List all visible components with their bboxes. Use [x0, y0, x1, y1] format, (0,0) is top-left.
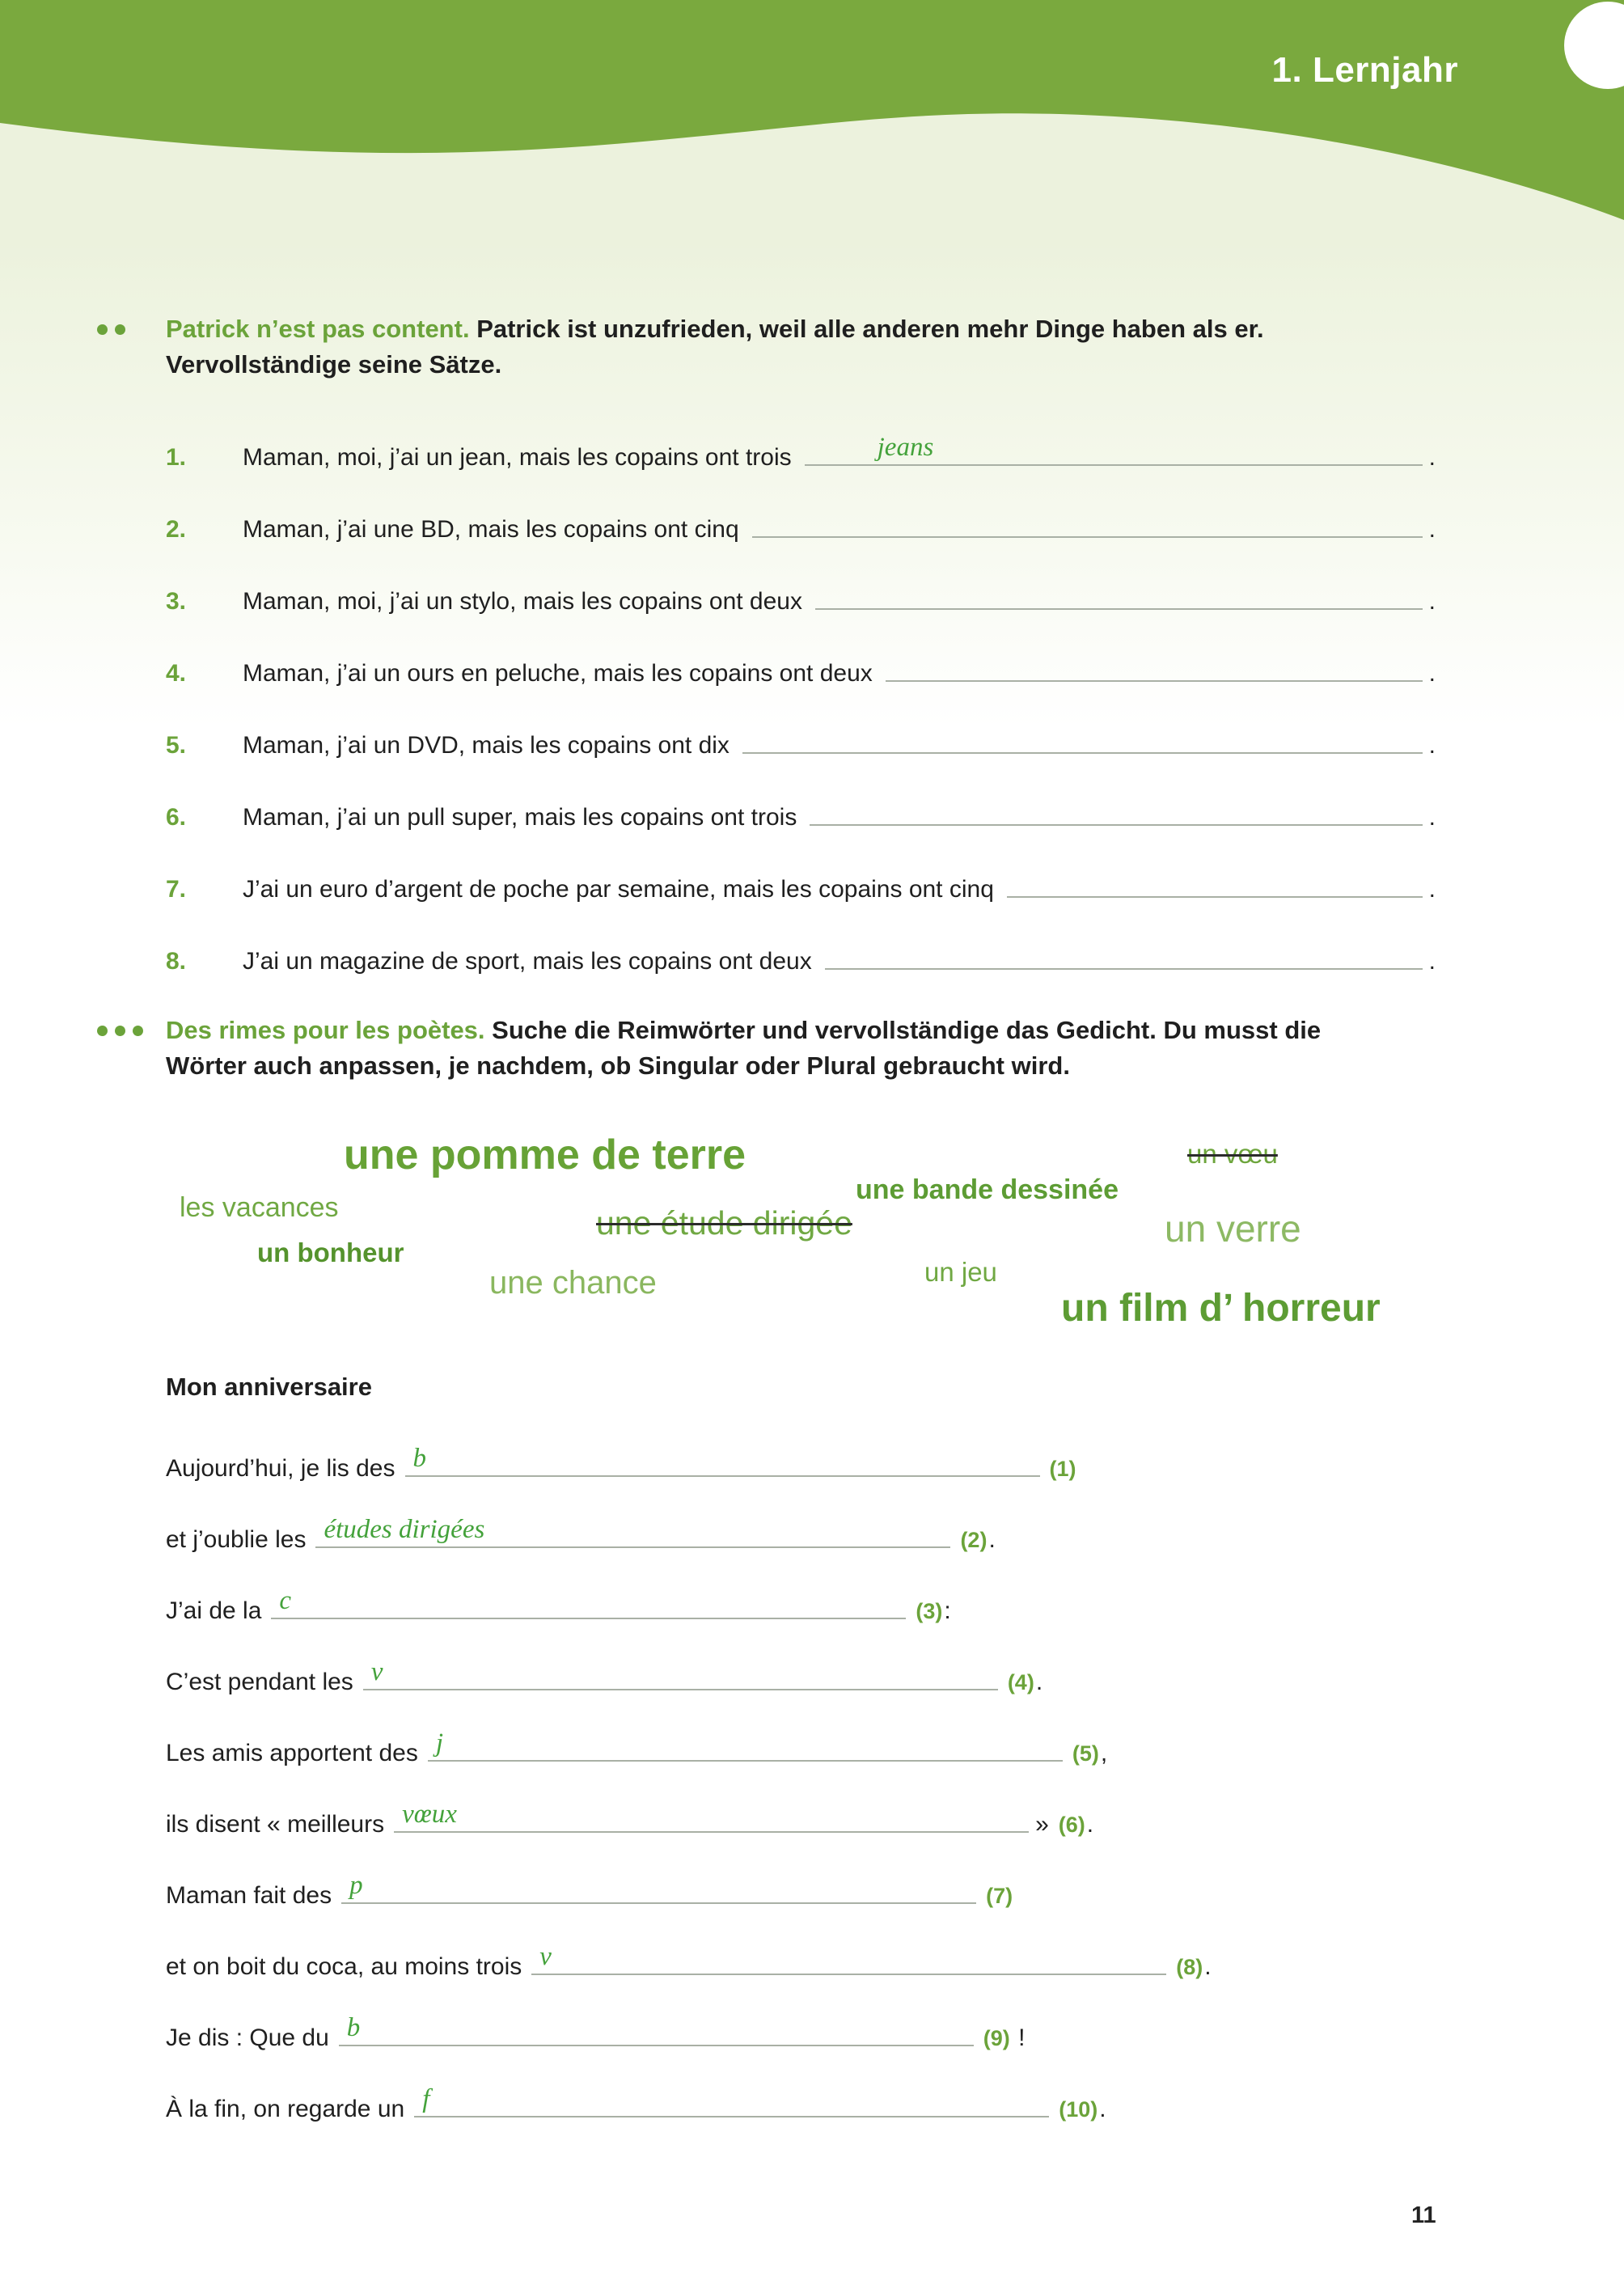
item-number: 8. — [166, 948, 187, 975]
item-number: 3. — [166, 588, 187, 615]
exercise2-title-fr: Des rimes pour les poètes. — [166, 1016, 485, 1044]
poem-line — [166, 1507, 1436, 1554]
handwritten-answer: b — [346, 2013, 361, 2042]
answer-line[interactable] — [414, 2080, 1049, 2117]
answer-line[interactable] — [815, 574, 1423, 610]
bullet-dot-icon — [97, 1026, 108, 1036]
answer-line[interactable] — [752, 502, 1423, 538]
blank-number: (5) — [1072, 1741, 1099, 1766]
exercise1-heading-text — [166, 311, 1330, 383]
item-number: 6. — [166, 804, 187, 831]
sentence-item — [166, 639, 1436, 687]
pool-word: un verre — [1165, 1208, 1301, 1250]
sentence-period: . — [1428, 516, 1436, 543]
pool-word: un bonheur — [257, 1237, 404, 1267]
pool-word: un film d’ horreur — [1061, 1287, 1381, 1330]
answer-line[interactable] — [315, 1511, 950, 1548]
line-text: Maman fait des — [166, 1882, 332, 1909]
blank-number: (9) — [983, 2026, 1010, 2050]
item-number: 7. — [166, 876, 187, 903]
sentence-item — [166, 567, 1436, 616]
answer-line[interactable] — [886, 646, 1423, 682]
line-text: et on boit du coca, au moins trois — [166, 1953, 522, 1980]
sentence-item — [166, 855, 1436, 903]
line-text: C’est pendant les — [166, 1669, 353, 1695]
sentence-period: . — [1428, 948, 1436, 975]
handwritten-answer: f — [422, 2084, 430, 2113]
exercise-1 — [0, 311, 1624, 975]
bullet-dot-icon — [115, 324, 125, 335]
line-punctuation: . — [1086, 1811, 1094, 1838]
exercise-2 — [0, 1013, 1624, 2123]
poem-line — [166, 1863, 1436, 1910]
handwritten-answer: v — [539, 1942, 552, 1971]
line-punctuation: . — [1099, 2096, 1106, 2122]
item-text: Maman, j’ai une BD, mais les copains ont cinq — [243, 516, 739, 543]
answer-line[interactable] — [810, 790, 1422, 826]
answer-line[interactable] — [1007, 862, 1423, 898]
exercise2-heading — [97, 1013, 1436, 1084]
handwritten-answer: b — [412, 1444, 426, 1473]
line-punctuation: . — [988, 1526, 996, 1553]
sentence-period: . — [1428, 876, 1436, 903]
handwritten-answer: v — [370, 1657, 383, 1686]
item-number: 1. — [166, 444, 187, 471]
closing-quote: » — [1035, 1811, 1049, 1838]
poem-line — [166, 1649, 1436, 1696]
exercise1-title-fr: Patrick n’est pas content. — [166, 315, 470, 343]
answer-line[interactable] — [742, 718, 1423, 754]
poem-line — [166, 2076, 1436, 2123]
line-punctuation: , — [1100, 1740, 1108, 1766]
exercise1-heading — [97, 311, 1436, 383]
item-text: Maman, j’ai un ours en peluche, mais les copains ont deux — [243, 660, 873, 687]
answer-line[interactable] — [405, 1440, 1040, 1477]
word-cloud — [0, 1116, 1624, 1347]
answer-line[interactable] — [363, 1653, 998, 1690]
item-text: J’ai un euro d’argent de poche par semaine, mais les copains ont cinq — [243, 876, 994, 903]
sentence-item — [166, 423, 1436, 472]
handwritten-answer: c — [279, 1586, 292, 1615]
pool-word: une pomme de terre — [344, 1132, 746, 1178]
line-punctuation: : — [944, 1597, 951, 1624]
sentence-period: . — [1428, 444, 1436, 471]
bullet-dot-icon — [115, 1026, 125, 1036]
line-text: Les amis apportent des — [166, 1740, 418, 1766]
sentence-item — [166, 783, 1436, 831]
pool-word: les vacances — [180, 1192, 339, 1223]
poem-line — [166, 1792, 1436, 1838]
answer-line[interactable] — [805, 430, 1423, 466]
sentence-period: . — [1428, 588, 1436, 615]
difficulty-dots — [97, 1013, 166, 1084]
exercise1-items — [166, 423, 1436, 975]
blank-number: (10) — [1059, 2097, 1098, 2122]
pool-word: une chance — [489, 1265, 657, 1301]
sentence-period: . — [1428, 732, 1436, 759]
line-punctuation: ! — [1011, 2024, 1026, 2051]
poem-lines — [166, 1436, 1436, 2123]
blank-number: (7) — [986, 1884, 1013, 1908]
answer-line[interactable] — [339, 2009, 974, 2046]
bullet-dot-icon — [133, 1026, 143, 1036]
poem-title: Mon anniversaire — [166, 1373, 372, 1401]
sentence-item — [166, 927, 1436, 975]
blank-number: (2) — [960, 1528, 988, 1552]
poem-line — [166, 1934, 1436, 1981]
handwritten-answer: jeans — [877, 433, 934, 462]
handwritten-answer: p — [349, 1871, 363, 1900]
item-text: Maman, moi, j’ai un stylo, mais les copains ont deux — [243, 588, 802, 615]
item-text: J’ai un magazine de sport, mais les copains ont deux — [243, 948, 812, 975]
line-punctuation: . — [1204, 1953, 1212, 1980]
poem-line — [166, 2005, 1436, 2052]
item-number: 5. — [166, 732, 187, 759]
item-number: 4. — [166, 660, 187, 687]
poem-line — [166, 1436, 1436, 1483]
answer-line[interactable] — [341, 1867, 976, 1904]
line-text: Aujourd’hui, je lis des — [166, 1455, 395, 1482]
handwritten-answer: vœux — [402, 1800, 457, 1829]
poem-line — [166, 1720, 1436, 1767]
exercise2-heading-text — [166, 1013, 1330, 1084]
difficulty-dots — [97, 311, 166, 383]
answer-line[interactable] — [428, 1724, 1063, 1762]
pool-word: une étude dirigée — [596, 1204, 852, 1242]
chapter-header: 1. Lernjahr — [1271, 50, 1458, 90]
item-text: Maman, j’ai un DVD, mais les copains ont dix — [243, 732, 730, 759]
blank-number: (8) — [1176, 1955, 1203, 1979]
item-text: Maman, moi, j’ai un jean, mais les copains ont trois — [243, 444, 792, 471]
line-punctuation: . — [1035, 1669, 1043, 1695]
blank-number: (6) — [1058, 1813, 1085, 1837]
sentence-item — [166, 495, 1436, 544]
line-text: Je dis : Que du — [166, 2024, 329, 2051]
exercise2-instructions-de: Suche die Reimwörter und vervollständige das Gedicht. Du musst die Wörter auch anpassen, je nachdem, ob Singular oder Plural gebraucht wird. — [166, 1016, 1322, 1080]
handwritten-answer: j — [435, 1728, 444, 1758]
blank-number: (3) — [916, 1599, 943, 1623]
handwritten-answer: études dirigées — [324, 1515, 485, 1544]
exercise1-instructions-de: Patrick ist unzufrieden, weil alle anderen mehr Dinge haben als er. Vervollständige seine Sätze. — [166, 315, 1264, 379]
answer-line[interactable] — [825, 934, 1423, 970]
bullet-dot-icon — [97, 324, 108, 335]
item-number: 2. — [166, 516, 187, 543]
item-text: Maman, j’ai un pull super, mais les copains ont trois — [243, 804, 797, 831]
line-text: ils disent « meilleurs — [166, 1811, 385, 1838]
answer-line[interactable] — [531, 1938, 1166, 1975]
line-text: À la fin, on regarde un — [166, 2096, 405, 2122]
blank-number: (4) — [1007, 1670, 1034, 1694]
pool-word: une bande dessinée — [856, 1174, 1119, 1205]
line-text: et j’oublie les — [166, 1526, 307, 1553]
page-number: 11 — [1411, 2202, 1436, 2228]
answer-line[interactable] — [271, 1582, 906, 1619]
blank-number: (1) — [1049, 1457, 1076, 1481]
pool-word: un vœu — [1187, 1139, 1278, 1169]
line-text: J’ai de la — [166, 1597, 262, 1624]
sentence-period: . — [1428, 660, 1436, 687]
poem-line — [166, 1578, 1436, 1625]
sentence-period: . — [1428, 804, 1436, 831]
sentence-item — [166, 711, 1436, 759]
answer-line[interactable] — [394, 1796, 1029, 1833]
pool-word: un jeu — [924, 1257, 997, 1287]
